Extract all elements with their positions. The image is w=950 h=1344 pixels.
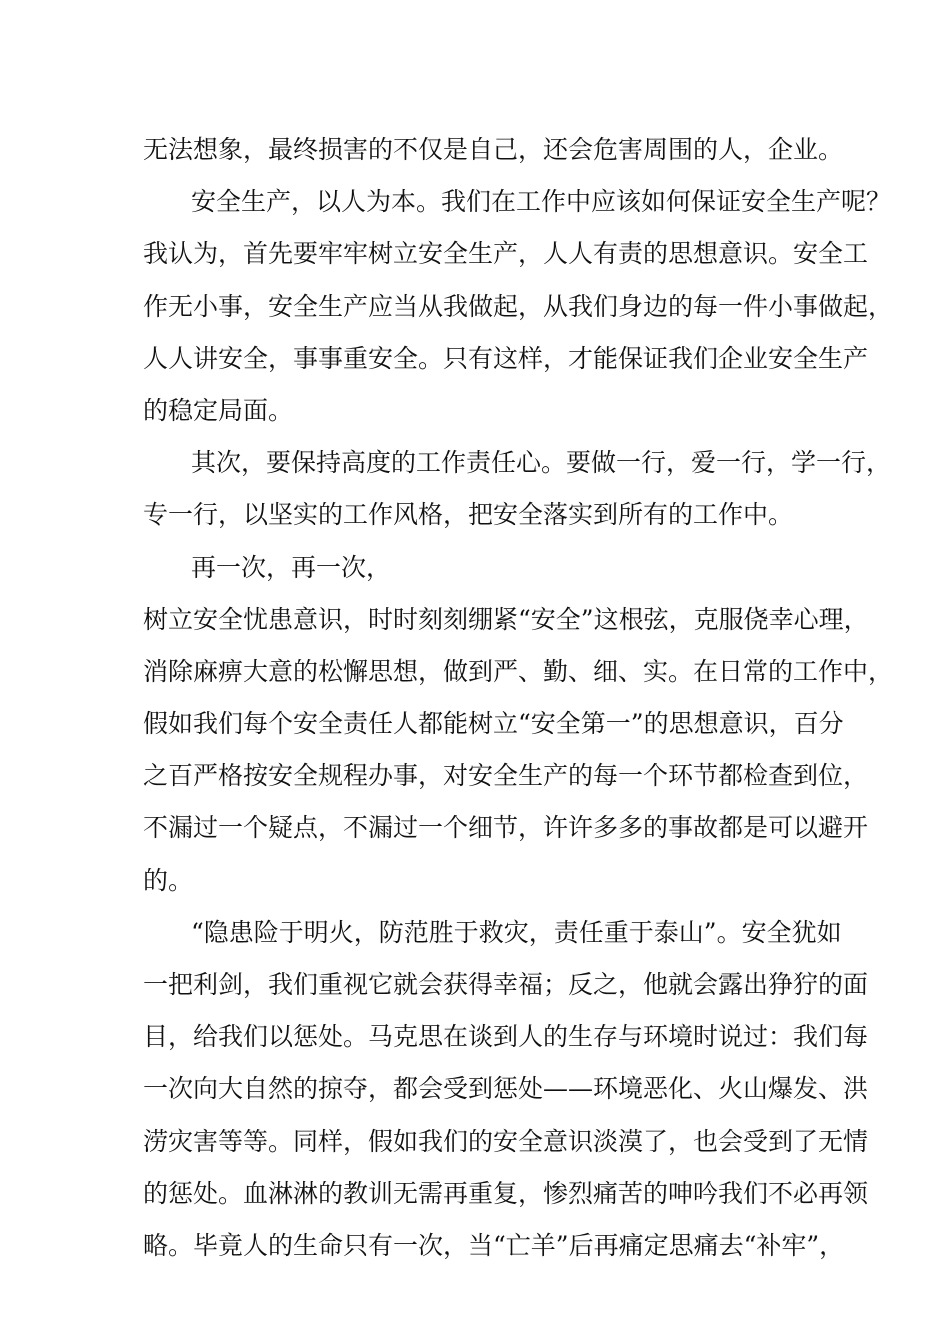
text-line: 的稳定局面。 (143, 395, 294, 425)
text-line: 目，给我们以惩处。马克思在谈到人的生存与环境时说过：我们每 (143, 1022, 869, 1052)
text-line: 无法想象，最终损害的不仅是自己，还会危害周围的人，企业。 (143, 135, 844, 164)
text-line: 涝灾害等等。同样，假如我们的安全意识淡漠了，也会受到了无情 (143, 1126, 869, 1156)
text-line: 一把利剑，我们重视它就会获得幸福；反之，他就会露出狰狞的面 (143, 970, 869, 999)
text-line: 假如我们每个安全责任人都能树立“安全第一”的思想意识，百分 (143, 709, 844, 739)
text-line: 其次，要保持高度的工作责任心。要做一行，爱一行，学一行， (191, 448, 892, 478)
text-line: 再一次，再一次， (191, 552, 392, 582)
text-line: 之百严格按安全规程办事，对安全生产的每一个环节都检查到位， (143, 761, 869, 791)
text-line: 消除麻痹大意的松懈思想，做到严、勤、细、实。在日常的工作中， (143, 656, 894, 686)
text-line: 的惩处。血淋淋的教训无需再重复，惨烈痛苦的呻吟我们不必再领 (143, 1178, 869, 1208)
text-line: 一次向大自然的掠夺，都会受到惩处——环境恶化、火山爆发、洪 (143, 1074, 869, 1104)
body-text (143, 124, 894, 1272)
text-line: 作无小事，安全生产应当从我做起，从我们身边的每一件小事做起， (143, 291, 894, 321)
text-line: 安全生产，以人为本。我们在工作中应该如何保证安全生产呢？ (191, 187, 892, 217)
text-line: 专一行，以坚实的工作风格，把安全落实到所有的工作中。 (143, 500, 794, 530)
text-line: 我认为，首先要牢牢树立安全生产，人人有责的思想意识。安全工 (143, 239, 869, 269)
text-line: 树立安全忧患意识，时时刻刻绷紧“安全”这根弦，克服侥幸心理， (143, 604, 869, 634)
text-line: 略。毕竟人的生命只有一次，当“亡羊”后再痛定思痛去“补牢”， (143, 1230, 845, 1260)
text-line: 不漏过一个疑点，不漏过一个细节，许许多多的事故都是可以避开 (143, 813, 869, 843)
text-line: “隐患险于明火，防范胜于救灾，责任重于泰山”。安全犹如 (191, 917, 842, 947)
text-line: 的。 (143, 865, 194, 895)
text-line: 人人讲安全，事事重安全。只有这样，才能保证我们企业安全生产 (143, 343, 869, 373)
